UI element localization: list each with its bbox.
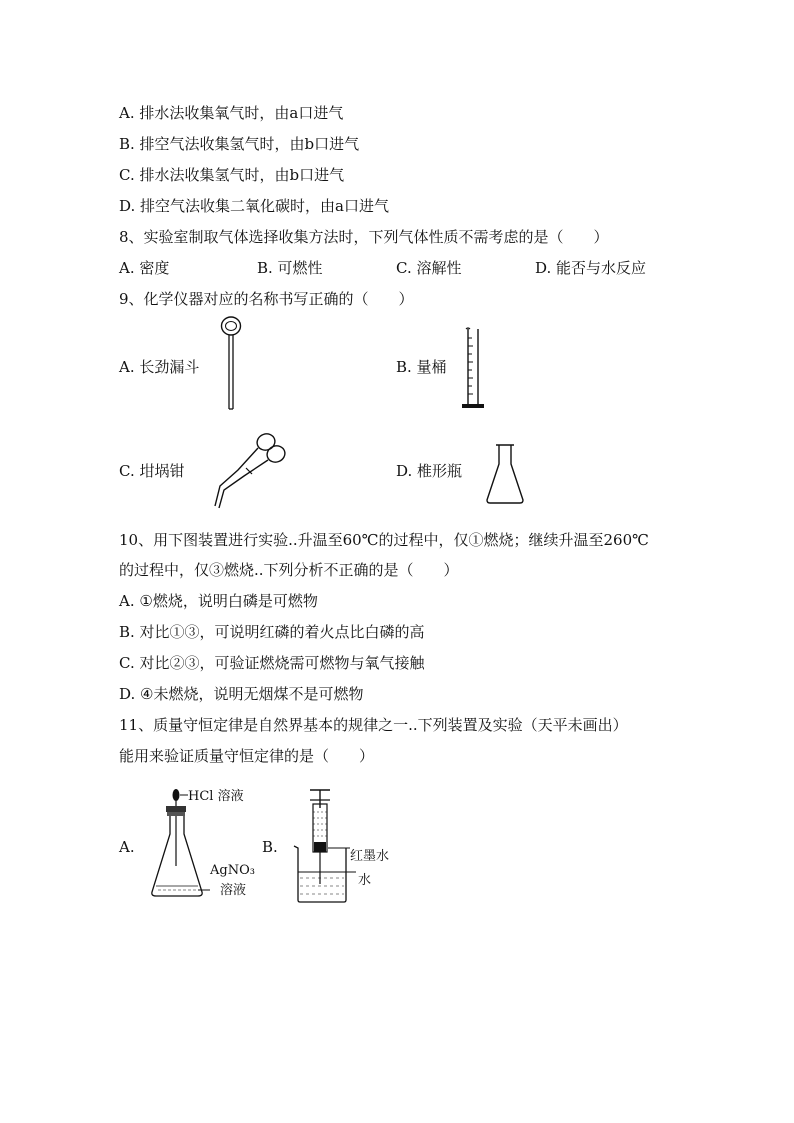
q8-option-c: C. 溶解性 — [396, 259, 462, 277]
graduated-cylinder-figure — [460, 326, 488, 412]
q8-option-b: B. 可燃性 — [257, 259, 323, 277]
q11-stem-line1: 11、质量守恒定律是自然界基本的规律之一..下列装置及实验（天平未画出） — [119, 716, 628, 734]
label-hcl-solution: HCl 溶液 — [188, 789, 244, 804]
q7-option-a: A. 排水法收集氧气时，由a口进气 — [119, 104, 344, 122]
q10-option-c: C. 对比②③，可验证燃烧需可燃物与氧气接触 — [119, 654, 425, 672]
q11-apparatus-b-figure — [288, 786, 400, 906]
q10-option-b: B. 对比①③，可说明红磷的着火点比白磷的高 — [119, 623, 425, 641]
crucible-tongs-figure — [208, 430, 286, 510]
q9-option-a: A. 长劲漏斗 — [119, 358, 200, 376]
q10-stem-line1: 10、用下图装置进行实验..升温至60℃的过程中，仅①燃烧；继续升温至260℃ — [119, 531, 649, 549]
label-red-ink: 红墨水 — [350, 849, 390, 864]
q11-apparatus-a-figure — [148, 786, 260, 904]
q8-stem: 8、实验室制取气体选择收集方法时，下列气体性质不需考虑的是（ ） — [119, 228, 609, 246]
q7-option-c: C. 排水法收集氢气时，由b口进气 — [119, 166, 345, 184]
q7-option-b: B. 排空气法收集氢气时，由b口进气 — [119, 135, 360, 153]
q10-option-a: A. ①燃烧，说明白磷是可燃物 — [119, 592, 318, 610]
q7-option-d: D. 排空气法收集二氧化碳时，由a口进气 — [119, 197, 389, 215]
q11-stem-line2: 能用来验证质量守恒定律的是（ ） — [119, 747, 375, 765]
label-solution: 溶液 — [220, 883, 247, 898]
q11-option-a: A. — [119, 838, 135, 856]
q9-stem: 9、化学仪器对应的名称书写正确的（ ） — [119, 290, 414, 308]
q8-option-a: A. 密度 — [119, 259, 170, 277]
q8-option-d: D. 能否与水反应 — [535, 259, 647, 277]
q10-option-d: D. ④未燃烧，说明无烟煤不是可燃物 — [119, 685, 364, 703]
label-water: 水 — [358, 873, 372, 888]
long-neck-funnel-figure — [218, 315, 248, 413]
conical-flask-figure — [484, 442, 526, 506]
q9-option-d: D. 椎形瓶 — [396, 462, 463, 480]
q9-option-c: C. 坩埚钳 — [119, 462, 185, 480]
q10-stem-line2: 的过程中，仅③燃烧..下列分析不正确的是（ ） — [119, 561, 459, 579]
label-agno3: AgNO₃ — [210, 863, 255, 878]
q11-option-b: B. — [262, 838, 278, 856]
q9-option-b: B. 量桶 — [396, 358, 447, 376]
